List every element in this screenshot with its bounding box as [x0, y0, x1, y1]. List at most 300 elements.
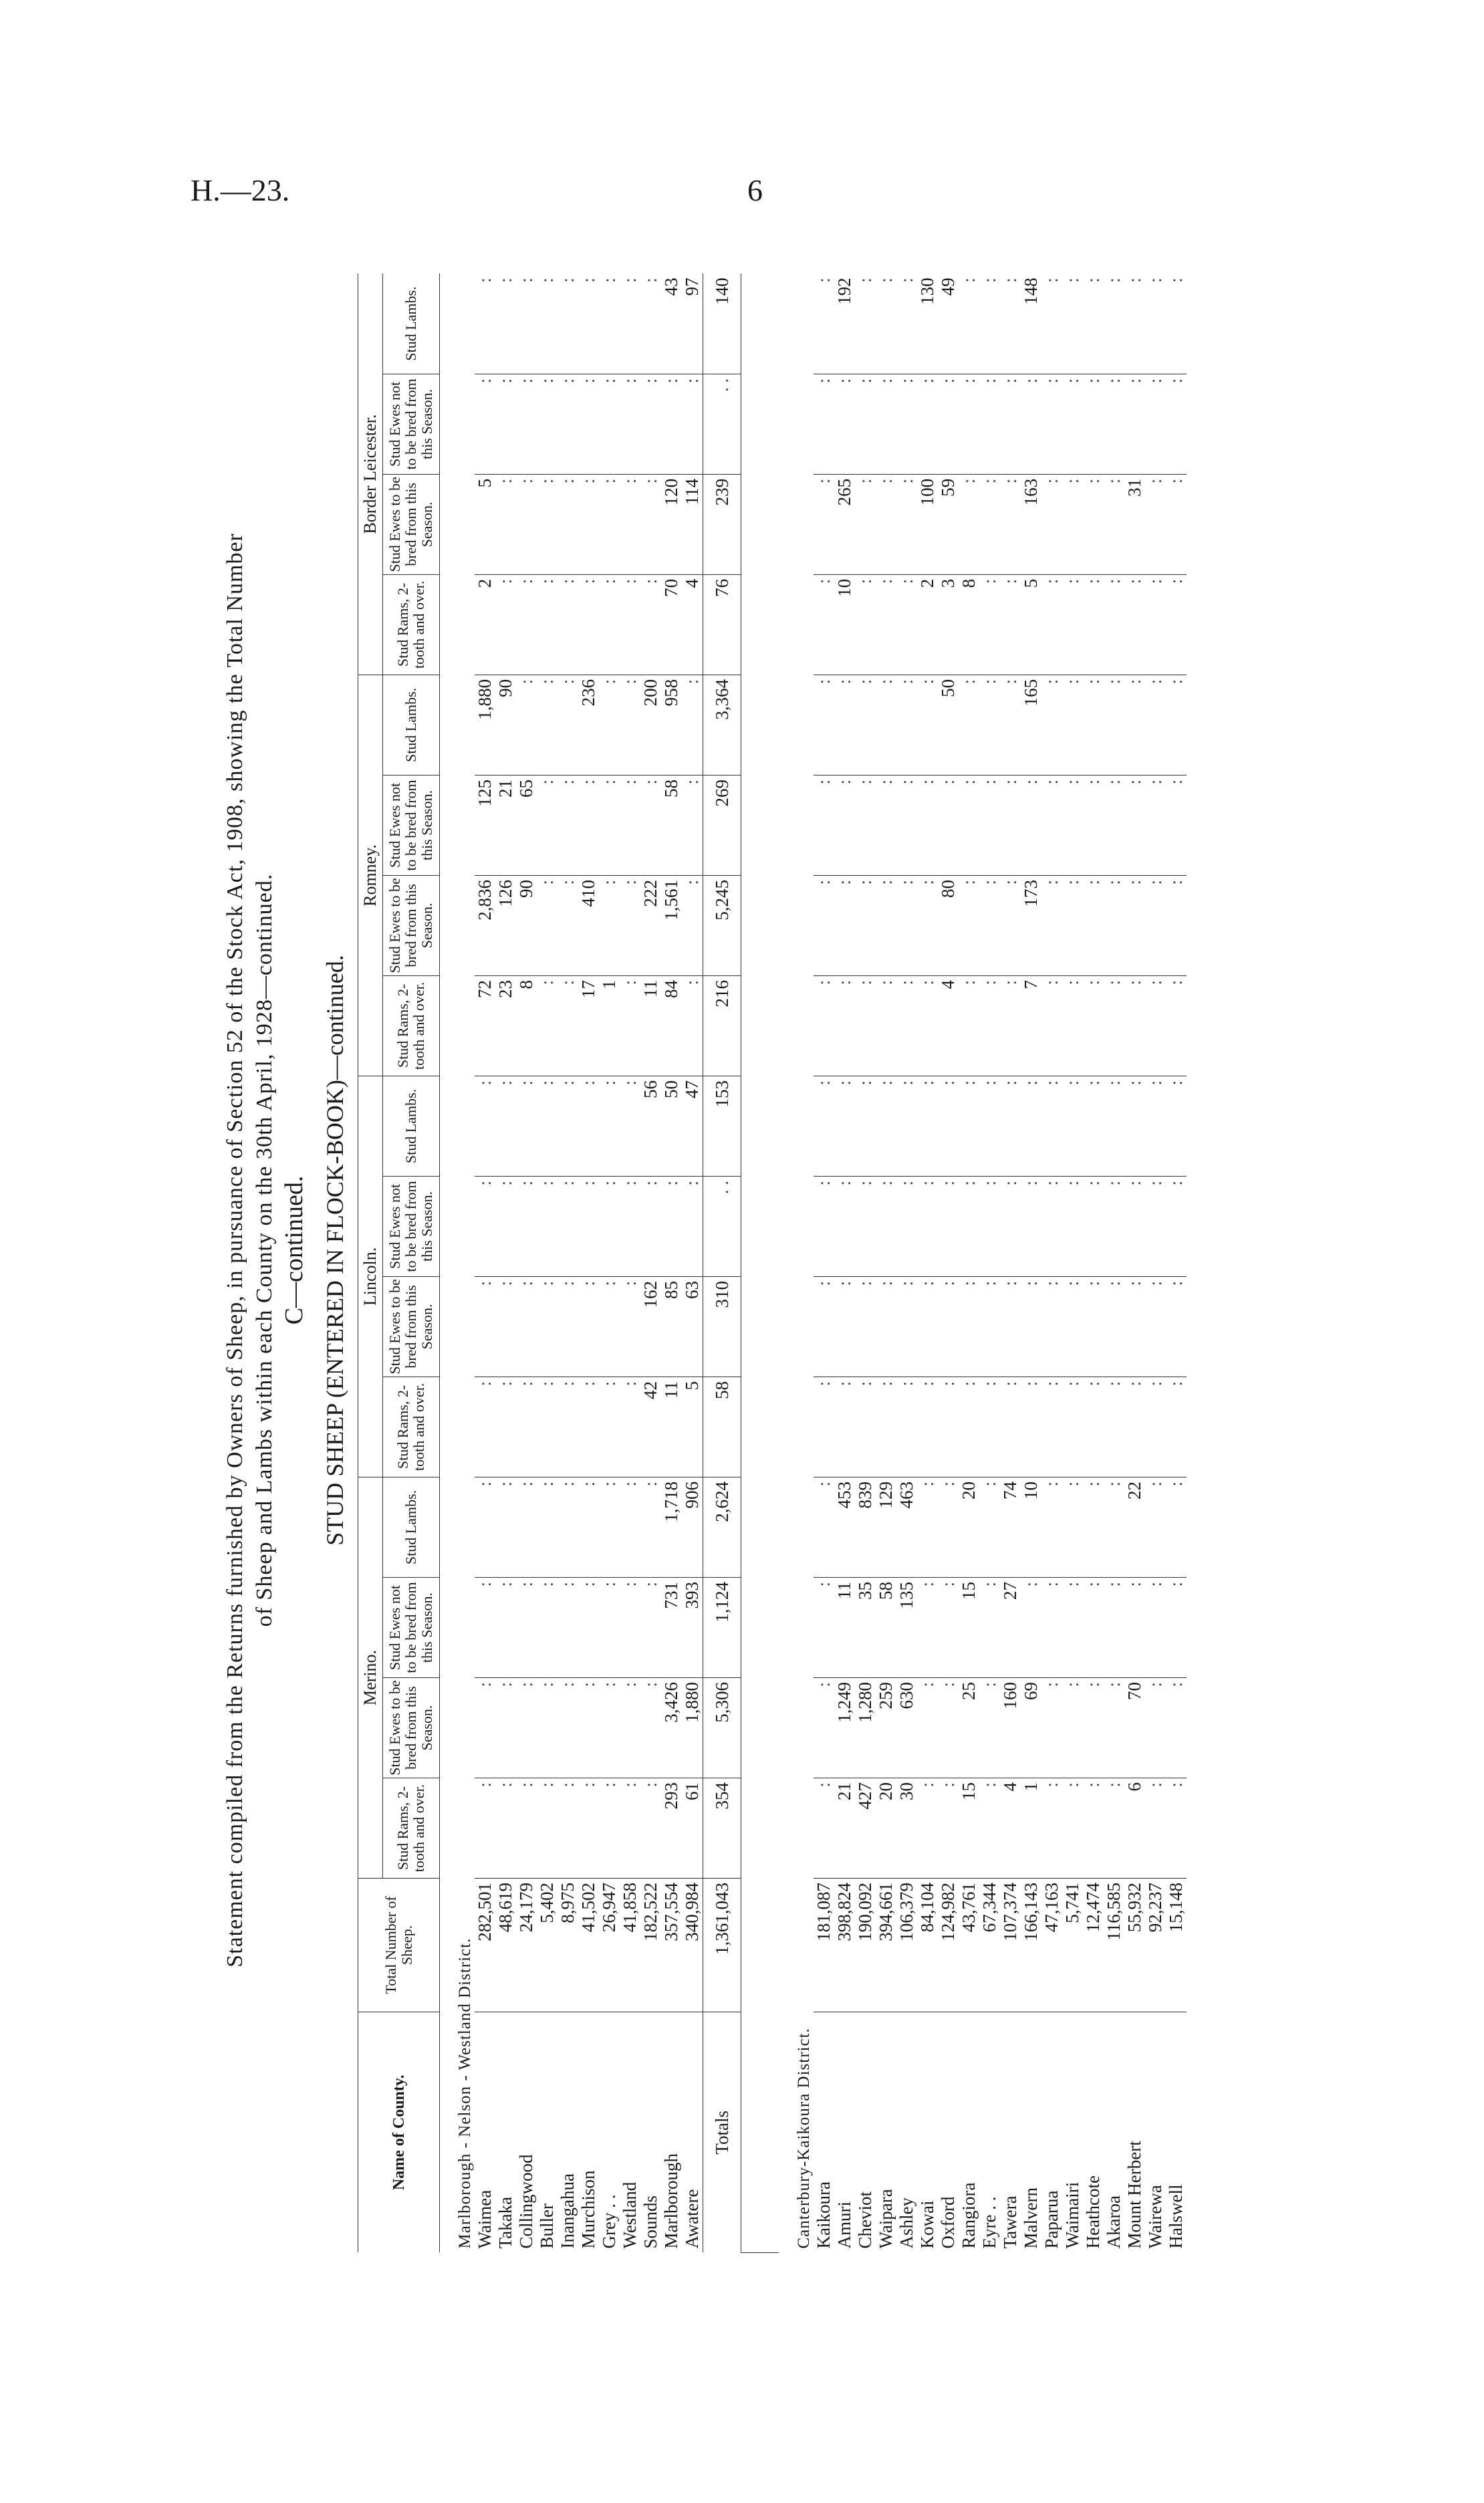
stud-value: :: [578, 1578, 599, 1678]
stud-value: :: [558, 273, 578, 374]
stud-value: :: [640, 574, 661, 675]
total-sheep: 107,374: [1000, 1879, 1021, 2012]
stud-value: :: [1000, 1076, 1021, 1176]
stud-value: :: [1000, 374, 1021, 474]
stud-value: :: [1124, 1377, 1145, 1477]
stud-value: :: [959, 1377, 979, 1477]
stud-value: :: [814, 1678, 834, 1778]
stud-value: 8: [959, 574, 979, 675]
stud-value: :: [917, 1578, 938, 1678]
stud-value: 15: [959, 1578, 979, 1678]
stud-value: :: [1124, 574, 1145, 675]
stud-value: :: [1041, 775, 1062, 875]
stud-value: 27: [1000, 1578, 1021, 1678]
stud-value: :: [1083, 1076, 1104, 1176]
stud-value: :: [896, 1276, 917, 1377]
stud-value: :: [1083, 775, 1104, 875]
stud-value: 393: [682, 1578, 703, 1678]
stud-value: :: [814, 1477, 834, 1577]
total-sheep: 41,502: [578, 1879, 599, 2012]
stud-value: :: [495, 273, 516, 374]
total-sheep: 41,858: [620, 1879, 640, 2012]
stud-value: :: [599, 273, 620, 374]
stud-value: :: [896, 1377, 917, 1477]
stud-value: :: [814, 1578, 834, 1678]
stud-value: :: [620, 975, 640, 1076]
stud-value: :: [558, 775, 578, 875]
stud-value: 236: [578, 675, 599, 775]
stud-value: :: [599, 1578, 620, 1678]
stud-value: :: [1083, 875, 1104, 975]
stud-value: :: [516, 474, 537, 574]
stud-value: :: [979, 875, 1000, 975]
total-sheep: 84,104: [917, 1879, 938, 2012]
stud-value: :: [537, 1276, 558, 1377]
stud-value: 58: [876, 1578, 896, 1678]
stud-value: 1,880: [475, 675, 495, 775]
county-name: Grey . .: [599, 2194, 619, 2249]
stud-value: :: [876, 1276, 896, 1377]
stud-value: :: [1124, 374, 1145, 474]
stud-value: :: [1000, 1377, 1021, 1477]
stud-value: :: [495, 1678, 516, 1778]
stud-value: :: [959, 474, 979, 574]
stud-value: :: [938, 1076, 959, 1176]
stud-value: :: [1124, 1276, 1145, 1377]
stud-value: :: [896, 474, 917, 574]
county-name: Waimairi: [1062, 2181, 1082, 2249]
stud-value: :: [475, 1477, 495, 1577]
stud-value: 165: [1021, 675, 1041, 775]
stud-value: :: [1041, 675, 1062, 775]
stud-value: 59: [938, 474, 959, 574]
stud-value: 42: [640, 1377, 661, 1477]
totals-value: 3,364: [703, 675, 741, 775]
county-name: Cheviot: [855, 2191, 875, 2249]
county-name: Mount Herbert: [1124, 2141, 1144, 2249]
stud-value: :: [855, 1377, 876, 1477]
stud-value: :: [495, 1176, 516, 1276]
stud-value: :: [1104, 1578, 1124, 1678]
stud-value: :: [1104, 875, 1124, 975]
total-sheep: 26,947: [599, 1879, 620, 2012]
stud-value: :: [620, 1176, 640, 1276]
stud-value: 1,718: [661, 1477, 682, 1577]
stud-value: :: [917, 1678, 938, 1778]
stud-value: :: [938, 1578, 959, 1678]
stud-value: :: [814, 1276, 834, 1377]
stud-value: :: [1000, 574, 1021, 675]
stud-value: :: [495, 1778, 516, 1879]
stud-value: :: [1145, 775, 1166, 875]
stud-value: :: [1041, 1377, 1062, 1477]
stud-value: :: [495, 374, 516, 474]
stud-value: :: [682, 975, 703, 1076]
stud-value: 100: [917, 474, 938, 574]
county-name: Awatere: [682, 2189, 702, 2249]
stud-value: :: [938, 775, 959, 875]
table-row: [599, 273, 620, 2252]
stud-value: :: [1041, 474, 1062, 574]
merino-stud-ewes-not-bred-header: Stud Ewes not to be bred from this Season.: [383, 1578, 440, 1678]
stud-value: 70: [1124, 1678, 1145, 1778]
stud-value: :: [1083, 1778, 1104, 1879]
stud-value: 47: [682, 1076, 703, 1176]
district-row: [440, 273, 475, 2252]
stud-value: 2,836: [475, 875, 495, 975]
stud-value: :: [1124, 1578, 1145, 1678]
table-row: [979, 273, 1000, 2252]
stud-value: :: [558, 675, 578, 775]
stud-value: :: [599, 374, 620, 474]
stud-value: :: [1000, 775, 1021, 875]
stud-value: :: [814, 1176, 834, 1276]
table-row: [537, 273, 558, 2252]
stud-value: 58: [661, 775, 682, 875]
heading-line-1: Statement compiled from the Returns furnished by Owners of Sheep, in pursuance of Section 52 of the Stock Act, 1908, showing the Total Number: [223, 533, 247, 1968]
stud-value: :: [1124, 1076, 1145, 1176]
stud-value: :: [558, 374, 578, 474]
stud-value: :: [834, 1176, 855, 1276]
stud-value: :: [1145, 975, 1166, 1076]
stud-value: :: [855, 1076, 876, 1176]
stud-value: 65: [516, 775, 537, 875]
stud-value: :: [682, 374, 703, 474]
stud-value: :: [876, 775, 896, 875]
stud-value: :: [938, 1678, 959, 1778]
table-row: [1041, 273, 1062, 2252]
stud-value: :: [1166, 975, 1187, 1076]
stud-value: :: [1166, 1578, 1187, 1678]
county-name: Buller: [537, 2203, 557, 2249]
table-row: [896, 273, 917, 2252]
county-name: Murchison: [578, 2170, 598, 2249]
stud-value: :: [620, 1076, 640, 1176]
romney-stud-ewes-bred-header: Stud Ewes to be bred from this Season.: [383, 875, 440, 975]
stud-value: 5: [682, 1377, 703, 1477]
stud-value: 5: [475, 474, 495, 574]
stud-value: :: [516, 1176, 537, 1276]
stud-value: :: [1083, 1578, 1104, 1678]
stud-value: :: [855, 1276, 876, 1377]
totals-value: 58: [703, 1377, 741, 1477]
table-row: [1166, 273, 1187, 2252]
stud-value: :: [938, 374, 959, 474]
stud-value: :: [620, 1377, 640, 1477]
merino-stud-ewes-bred-header: Stud Ewes to be bred from this Season.: [383, 1678, 440, 1778]
totals-value: . .: [703, 1176, 741, 1276]
stud-value: :: [537, 675, 558, 775]
stud-value: :: [640, 775, 661, 875]
stud-value: :: [938, 1477, 959, 1577]
stud-value: 63: [682, 1276, 703, 1377]
stud-value: 10: [834, 574, 855, 675]
table-row: [661, 273, 682, 2252]
stud-value: :: [1166, 474, 1187, 574]
stud-value: 21: [834, 1778, 855, 1879]
county-name: Amuri: [834, 2201, 854, 2249]
stud-value: :: [834, 775, 855, 875]
stud-value: :: [537, 574, 558, 675]
stud-value: :: [1041, 875, 1062, 975]
stud-value: :: [814, 775, 834, 875]
stud-value: :: [537, 1176, 558, 1276]
stud-value: :: [1145, 1477, 1166, 1577]
border-leicester-stud-ewes-bred-header: Stud Ewes to be bred from this Season.: [383, 474, 440, 574]
table-row: [938, 273, 959, 2252]
stud-value: :: [938, 1778, 959, 1879]
stud-value: 11: [640, 975, 661, 1076]
stud-value: :: [959, 1276, 979, 1377]
stud-value: :: [620, 775, 640, 875]
stud-value: 126: [495, 875, 516, 975]
stud-value: :: [876, 574, 896, 675]
stud-value: :: [1166, 1076, 1187, 1176]
romney-stud-rams-header: Stud Rams, 2-tooth and over.: [383, 975, 440, 1076]
stud-value: :: [558, 1778, 578, 1879]
stud-value: :: [475, 1778, 495, 1879]
stud-value: 1: [599, 975, 620, 1076]
stud-value: :: [620, 1477, 640, 1577]
stud-value: :: [1083, 273, 1104, 374]
county-name: Wairewa: [1145, 2185, 1165, 2249]
stud-value: 160: [1000, 1678, 1021, 1778]
stud-value: :: [516, 1678, 537, 1778]
stud-value: :: [1041, 1778, 1062, 1879]
stud-value: :: [475, 1176, 495, 1276]
stud-value: :: [578, 1377, 599, 1477]
page-reference: H.—23.: [191, 173, 290, 207]
stud-value: :: [959, 374, 979, 474]
stud-value: :: [1000, 1176, 1021, 1276]
stud-value: :: [1145, 1578, 1166, 1678]
stud-value: :: [1062, 1678, 1083, 1778]
stud-value: :: [1062, 474, 1083, 574]
stud-value: :: [979, 775, 1000, 875]
stud-value: :: [661, 374, 682, 474]
stud-value: :: [979, 1176, 1000, 1276]
border-leicester-stud-lambs-header: Stud Lambs.: [383, 273, 440, 374]
stud-value: :: [516, 1076, 537, 1176]
stud-value: :: [1041, 574, 1062, 675]
table-row: [917, 273, 938, 2252]
stud-value: :: [979, 1578, 1000, 1678]
lincoln-stud-rams-header: Stud Rams, 2-tooth and over.: [383, 1377, 440, 1477]
stud-value: :: [537, 1678, 558, 1778]
stud-value: :: [475, 273, 495, 374]
stud-value: 25: [959, 1678, 979, 1778]
stud-value: :: [495, 1578, 516, 1678]
stud-value: :: [979, 1076, 1000, 1176]
table-subheading: STUD SHEEP (ENTERED IN FLOCK-BOOK)—continued.: [322, 955, 348, 1546]
stud-value: :: [814, 1076, 834, 1176]
county-column-header: Name of County.: [358, 2012, 440, 2253]
stud-value: :: [599, 1678, 620, 1778]
table-row: [1021, 273, 1041, 2252]
stud-value: :: [855, 574, 876, 675]
stud-value: :: [1000, 875, 1021, 975]
stud-value: :: [578, 1176, 599, 1276]
table-row: [516, 273, 537, 2252]
stud-value: :: [1000, 1276, 1021, 1377]
total-sheep: 48,619: [495, 1879, 516, 2012]
stud-value: 21: [495, 775, 516, 875]
stud-value: 2: [475, 574, 495, 675]
stud-value: :: [979, 273, 1000, 374]
stud-value: :: [640, 1778, 661, 1879]
stud-value: :: [834, 1276, 855, 1377]
stud-value: :: [979, 474, 1000, 574]
county-name: Ashley: [896, 2197, 916, 2249]
stud-value: 80: [938, 875, 959, 975]
stud-value: :: [1166, 675, 1187, 775]
stud-value: :: [896, 875, 917, 975]
stud-value: 43: [661, 273, 682, 374]
stud-value: :: [1104, 975, 1124, 1076]
stud-value: 3: [938, 574, 959, 675]
stud-value: :: [558, 1477, 578, 1577]
stud-value: :: [917, 1778, 938, 1879]
stud-value: :: [578, 474, 599, 574]
stud-value: :: [1124, 875, 1145, 975]
stud-value: :: [876, 875, 896, 975]
stud-value: :: [682, 1176, 703, 1276]
total-sheep: 55,932: [1124, 1879, 1145, 2012]
totals-row: [703, 273, 741, 2252]
stud-value: :: [1062, 1778, 1083, 1879]
stud-value: :: [620, 273, 640, 374]
table-row: [475, 273, 495, 2252]
table-row: [814, 273, 834, 2252]
table-row: [876, 273, 896, 2252]
stud-value: :: [599, 1276, 620, 1377]
stud-value: :: [1145, 374, 1166, 474]
table-row: [1145, 273, 1166, 2252]
stud-value: 129: [876, 1477, 896, 1577]
stud-value: 148: [1021, 273, 1041, 374]
stud-value: :: [599, 875, 620, 975]
stud-value: :: [1041, 1076, 1062, 1176]
table-row: [1104, 273, 1124, 2252]
table-row: [620, 273, 640, 2252]
totals-value: 269: [703, 775, 741, 875]
stud-value: 15: [959, 1778, 979, 1879]
stud-value: :: [682, 775, 703, 875]
stud-value: 453: [834, 1477, 855, 1577]
stud-value: 4: [682, 574, 703, 675]
stud-value: :: [1062, 1578, 1083, 1678]
stud-value: :: [599, 675, 620, 775]
lincoln-stud-lambs-header: Stud Lambs.: [383, 1076, 440, 1176]
stud-value: :: [1062, 1377, 1083, 1477]
stud-value: :: [537, 1578, 558, 1678]
stud-value: :: [1062, 273, 1083, 374]
stud-value: :: [876, 474, 896, 574]
total-sheep: 398,824: [834, 1879, 855, 2012]
stud-value: 56: [640, 1076, 661, 1176]
stud-value: :: [495, 1076, 516, 1176]
stud-value: :: [917, 374, 938, 474]
county-name: Westland: [620, 2181, 640, 2249]
stud-value: :: [640, 1578, 661, 1678]
stud-value: :: [640, 1176, 661, 1276]
stud-value: :: [1021, 374, 1041, 474]
total-sheep: 5,741: [1062, 1879, 1083, 2012]
stud-value: :: [620, 675, 640, 775]
stud-value: :: [475, 1377, 495, 1477]
stud-value: :: [979, 374, 1000, 474]
stud-value: 97: [682, 273, 703, 374]
table-row: [1124, 273, 1145, 2252]
totals-value: 239: [703, 474, 741, 574]
stud-value: 259: [876, 1678, 896, 1778]
stud-value: :: [578, 374, 599, 474]
stud-value: :: [640, 374, 661, 474]
total-sheep: 124,982: [938, 1879, 959, 2012]
stud-value: :: [1021, 775, 1041, 875]
breed-header-lincoln: Lincoln.: [358, 1076, 383, 1477]
page-number: 6: [747, 173, 763, 207]
stud-value: :: [1083, 1377, 1104, 1477]
stud-value: :: [682, 675, 703, 775]
stud-value: :: [620, 1778, 640, 1879]
stud-value: 4: [1000, 1778, 1021, 1879]
totals-value: 140: [703, 273, 741, 374]
total-sheep: 340,984: [682, 1879, 703, 2012]
stud-value: :: [1124, 273, 1145, 374]
stud-value: :: [495, 574, 516, 675]
stud-value: :: [1104, 1678, 1124, 1778]
border-leicester-stud-ewes-not-bred-header: Stud Ewes not to be bred from this Season.: [383, 374, 440, 474]
county-name: Takaka: [495, 2196, 515, 2249]
stud-value: :: [599, 574, 620, 675]
stud-value: 5: [1021, 574, 1041, 675]
stud-value: :: [1021, 1377, 1041, 1477]
stud-value: :: [516, 1477, 537, 1577]
stud-value: 31: [1124, 474, 1145, 574]
stud-value: :: [1145, 875, 1166, 975]
stud-value: :: [1104, 1176, 1124, 1276]
stud-value: :: [516, 1276, 537, 1377]
stud-value: :: [896, 1176, 917, 1276]
stud-value: :: [558, 574, 578, 675]
stud-value: :: [475, 1578, 495, 1678]
county-name: Malvern: [1021, 2187, 1041, 2249]
stud-value: :: [516, 574, 537, 675]
stud-value: :: [917, 975, 938, 1076]
stud-value: :: [578, 1778, 599, 1879]
stud-value: 630: [896, 1678, 917, 1778]
stud-value: :: [896, 1076, 917, 1176]
stud-value: :: [1104, 273, 1124, 374]
stud-value: :: [876, 1076, 896, 1176]
stud-value: :: [578, 1276, 599, 1377]
stud-value: :: [1000, 273, 1021, 374]
totals-value: 1,124: [703, 1578, 741, 1678]
stud-value: :: [938, 1276, 959, 1377]
stud-value: :: [1145, 1276, 1166, 1377]
stud-value: :: [1104, 675, 1124, 775]
stud-value: :: [578, 1678, 599, 1778]
stud-value: 135: [896, 1578, 917, 1678]
total-sheep: 12,474: [1083, 1879, 1104, 2012]
stud-value: :: [682, 875, 703, 975]
totals-value: 153: [703, 1076, 741, 1176]
stud-value: :: [1166, 1477, 1187, 1577]
total-sheep: 43,761: [959, 1879, 979, 2012]
stud-value: 8: [516, 975, 537, 1076]
stud-value: 427: [855, 1778, 876, 1879]
